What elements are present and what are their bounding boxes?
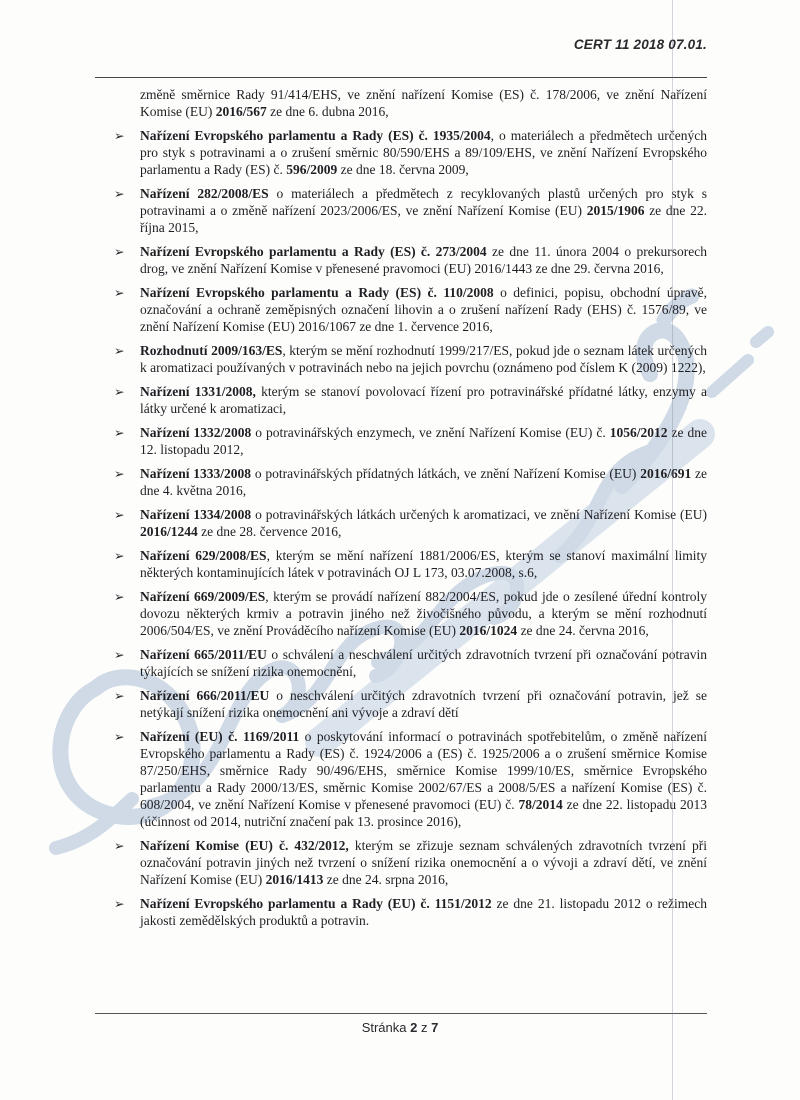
- arrow-bullet-icon: ➢: [114, 186, 125, 201]
- list-item: [114, 383, 707, 417]
- arrow-bullet-icon: ➢: [114, 688, 125, 703]
- list-item: [114, 506, 707, 540]
- list-item: [114, 127, 707, 178]
- paragraph-text: Nařízení 1332/2008 o potravinářských enzymech, ve znění Nařízení Komise (EU) č. 1056/2012 ze dne 12. listopadu 2012,: [140, 425, 707, 457]
- regulation-list: [114, 86, 708, 936]
- list-item: [114, 465, 707, 499]
- list-item: [114, 837, 707, 888]
- footer-total-pages: 7: [431, 1020, 439, 1035]
- document-code: CERT 11 2018 07.01.: [573, 37, 707, 52]
- paragraph-text: Rozhodnutí 2009/163/ES, kterým se mění rozhodnutí 1999/217/ES, pokud jde o seznam látek určených k aromatizaci používaných v potravinách nebo na jejich povrchu (oznámeno pod číslem K (2009) 1222),: [140, 343, 707, 375]
- list-item: [114, 424, 707, 458]
- paragraph-text: Nařízení 1331/2008, kterým se stanoví povolovací řízení pro potravinářské přídatné látky, enzymy a látky určené k aromatizaci,: [140, 384, 707, 416]
- arrow-bullet-icon: ➢: [114, 466, 125, 481]
- footer-page-number: 2: [410, 1020, 418, 1035]
- paragraph-text: Nařízení 669/2009/ES, kterým se provádí nařízení 882/2004/ES, pokud jde o zesílené úřední kontroly dovozu některých krmiv a potravin jiného než živočišného původu, a kterým se mění rozhodnutí 2006/504/ES, ve znění Prováděcího nařízení Komise (EU) 2016/1024 ze dne 24. června 2016,: [140, 589, 708, 638]
- arrow-bullet-icon: ➢: [114, 729, 125, 744]
- paragraph-text: Nařízení 1334/2008 o potravinářských látkách určených k aromatizaci, ve znění Nařízení Komise (EU) 2016/1244 ze dne 28. července 2016,: [140, 507, 707, 539]
- list-item: [114, 588, 708, 639]
- arrow-bullet-icon: ➢: [114, 343, 125, 358]
- arrow-bullet-icon: ➢: [114, 285, 125, 300]
- header-rule: [95, 77, 707, 78]
- paragraph-text: změně směrnice Rady 91/414/EHS, ve znění nařízení Komise (ES) č. 178/2006, ve znění Nařízení Komise (EU) 2016/567 ze dne 6. dubna 2016,: [140, 87, 707, 119]
- list-item: [114, 895, 707, 929]
- list-item: [114, 243, 707, 277]
- list-item: [114, 342, 707, 376]
- paragraph-text: Nařízení Evropského parlamentu a Rady (ES) č. 1935/2004, o materiálech a předmětech určených pro styk s potravinami a o zrušení směrnic 80/590/EHS a 89/109/EHS, ve znění Nařízení Evropského parlamentu a Rady (ES) č. 596/2009 ze dne 18. června 2009,: [140, 128, 707, 177]
- list-item: [114, 284, 707, 335]
- scan-crease-line: [672, 0, 673, 1100]
- list-item: [114, 728, 707, 830]
- arrow-bullet-icon: ➢: [114, 838, 125, 853]
- arrow-bullet-icon: ➢: [114, 896, 125, 911]
- footer-rule: [95, 1013, 707, 1014]
- paragraph-text: Nařízení Evropského parlamentu a Rady (ES) č. 273/2004 ze dne 11. února 2004 o prekursorech drog, ve znění Nařízení Komise v přenesené pravomoci (EU) 2016/1443 ze dne 29. června 2016,: [140, 244, 707, 276]
- arrow-bullet-icon: ➢: [114, 128, 125, 143]
- footer-label: Stránka: [361, 1020, 411, 1035]
- arrow-bullet-icon: ➢: [114, 507, 125, 522]
- paragraph-text: Nařízení 282/2008/ES o materiálech a předmětech z recyklovaných plastů určených pro styk s potravinami a o změně nařízení 2023/2006/ES, ve znění Nařízení Komise (EU) 2015/1906 ze dne 22. října 2015,: [140, 186, 708, 235]
- paragraph-text: Nařízení 629/2008/ES, kterým se mění nařízení 1881/2006/ES, kterým se stanoví maximální limity některých kontaminujících látek v potravinách OJ L 173, 03.07.2008, s.6,: [140, 548, 708, 580]
- list-item: [114, 646, 707, 680]
- paragraph-text: Nařízení 665/2011/EU o schválení a neschválení určitých zdravotních tvrzení při označování potravin týkajících se snížení rizika onemocnění,: [140, 647, 707, 679]
- paragraph-text: Nařízení Komise (EU) č. 432/2012, kterým se zřizuje seznam schválených zdravotních tvrzení při označování potravin jiných než tvrzení o snížení rizika onemocnění a o vývoji a zdraví dětí, ve znění Nařízení Komise (EU) 2016/1413 ze dne 24. srpna 2016,: [140, 838, 707, 887]
- paragraph-continuation: [140, 86, 707, 120]
- arrow-bullet-icon: ➢: [114, 589, 125, 604]
- page-footer: [0, 1020, 800, 1035]
- list-item: [114, 687, 707, 721]
- arrow-bullet-icon: ➢: [114, 244, 125, 259]
- paragraph-text: Nařízení 1333/2008 o potravinářských přídatných látkách, ve znění Nařízení Komise (EU) 2016/691 ze dne 4. května 2016,: [140, 466, 707, 498]
- list-item: [114, 547, 708, 581]
- arrow-bullet-icon: ➢: [114, 425, 125, 440]
- arrow-bullet-icon: ➢: [114, 384, 125, 399]
- paragraph-text: Nařízení 666/2011/EU o neschválení určitých zdravotních tvrzení při označování potravin, jež se netýkají snížení rizika onemocnění ani vývoje a zdraví dětí: [140, 688, 707, 720]
- arrow-bullet-icon: ➢: [114, 548, 125, 563]
- paragraph-text: Nařízení Evropského parlamentu a Rady (EU) č. 1151/2012 ze dne 21. listopadu 2012 o režimech jakosti zemědělských produktů a potravin.: [140, 896, 707, 928]
- arrow-bullet-icon: ➢: [114, 647, 125, 662]
- paragraph-text: Nařízení (EU) č. 1169/2011 o poskytování informací o potravinách spotřebitelům, o změně nařízení Evropského parlamentu a Rady (ES) č. 1924/2006 a (ES) č. 1925/2006 a o zrušení směrnice Komise 87/250/EHS, směrnice Rady 90/496/EHS, směrnice Komise 1999/10/ES, směrnice Evropského parlamentu a Rady 2000/13/ES, směrnic Komise 2002/67/ES a 2008/5/ES a nařízení Komise (ES) č. 608/2004, ve znění Nařízení Komise v přenesené pravomoci (EU) č. 78/2014 ze dne 22. listopadu 2013 (účinnost od 2014, nutriční značení pak 13. prosince 2016),: [140, 729, 707, 829]
- paragraph-text: Nařízení Evropského parlamentu a Rady (ES) č. 110/2008 o definici, popisu, obchodní úpravě, označování a ochraně zeměpisných označení lihovin a o zrušení nařízení Rady (EHS) č. 1576/89, ve znění Nařízení Komise (EU) 2016/1067 ze dne 1. července 2016,: [140, 285, 707, 334]
- footer-separator: z: [417, 1020, 432, 1035]
- list-item: [114, 185, 708, 236]
